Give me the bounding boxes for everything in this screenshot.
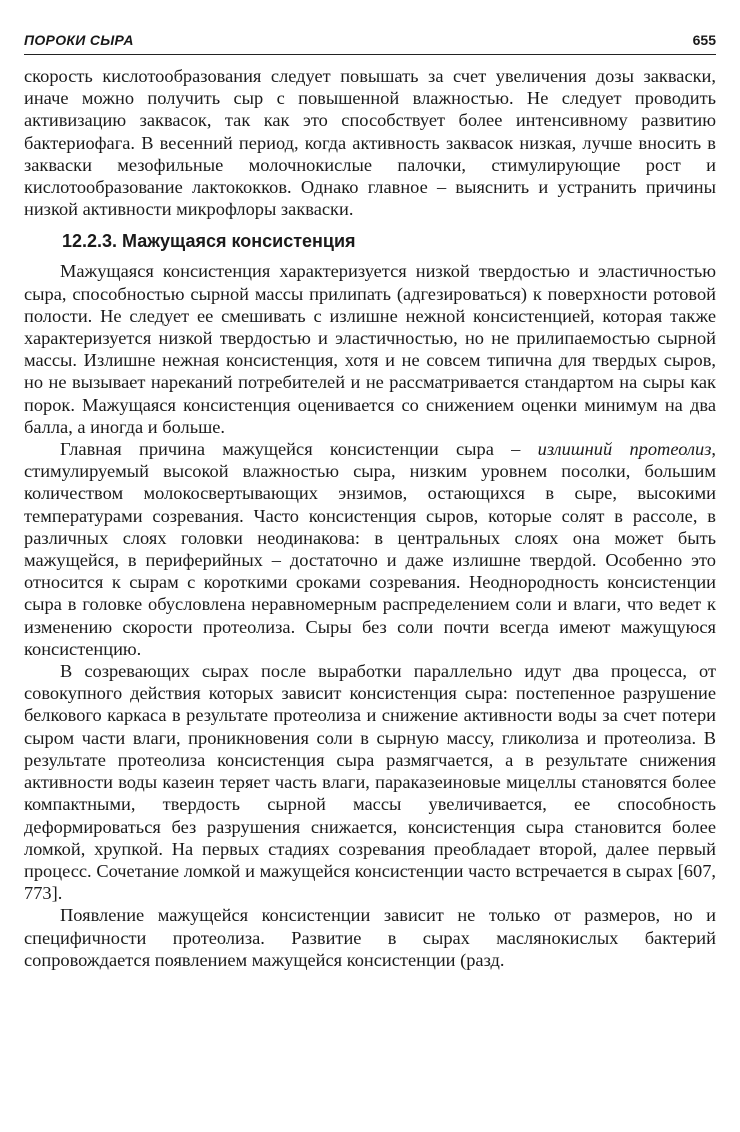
body-text — [24, 65, 716, 971]
paragraph-2 — [24, 438, 716, 660]
paragraph-2-lead: Главная причина мажущейся консистенции сыра – — [60, 439, 538, 460]
paragraph-1: Мажущаяся консистенция характеризуется низкой твердостью и эластичностью сыра, способностью сырной массы прилипать (адгезироваться) к поверхности ротовой полости. Не следует ее смешивать с излишне нежной консистенцией, которая также характеризуется низкой твердостью и эластичностью, но не прилипаемостью сырной массы. Излишне нежная консистенция, хотя и не совсем типична для твердых сыров, но не вызывает нареканий потребителей и не рассматривается стандартом на сыры как порок. Мажущаяся консистенция оценивается со снижением оценки минимум на два балла, а иногда и больше. — [24, 261, 716, 437]
running-title: ПОРОКИ СЫРА — [24, 32, 134, 48]
paragraph-4: Появление мажущейся консистенции зависит не только от размеров, но и специфичности протеолиза. Развитие в сырах маслянокислых бактерий сопровождается появлением мажущейся консистенции (разд. — [24, 905, 716, 970]
paragraph-2-emphasis: излишний протеолиз — [537, 439, 712, 460]
section-heading: 12.2.3. Мажущаяся консистенция — [62, 231, 356, 252]
paragraph-2-rest: , стимулируемый высокой влажностью сыра, низким уровнем посолки, большим количеством молокосвертывающих энзимов, остающихся в сыре, высокими температурами созревания. Часто консистенция сыров, которые солят в рассоле, в различных слоях головки неодинакова: в центральных слоях она может быть мажущейся, в периферийных – достаточно и даже излишне твердой. Особенно это относится к сырам с короткими сроками созревания. Неоднородность консистенции сыра в головке обусловлена неравномерным распределением соли и влаги, что ведет к изменению скорости протеолиза. Сыры без соли почти всегда имеют мажущуюся консистенцию. — [24, 439, 716, 659]
page-number: 655 — [692, 32, 716, 48]
book-page — [24, 32, 716, 971]
running-header — [24, 32, 716, 55]
paragraph-continuation: скорость кислотообразования следует повышать за счет увеличения дозы закваски, иначе можно получить сыр с повышенной влажностью. Не следует проводить активизацию заквасок, так как это способствует более интенсивному развитию бактериофага. В весенний период, когда активность заквасок низкая, лучше вносить в закваски мезофильные молочнокислые палочки, стимулирующие рост и кислотообразование лактококков. Однако главное – выяснить и устранить причины низкой активности микрофлоры закваски. — [24, 66, 716, 220]
paragraph-3: В созревающих сырах после выработки параллельно идут два процесса, от совокупного действия которых зависит консистенция сыра: постепенное разрушение белкового каркаса в результате протеолиза и снижение активности воды за счет потери сыром части влаги, проникновения соли в сырную массу, гликолиза и протеолиза. В результате протеолиза консистенция сыра размягчается, а в результате снижения активности воды казеин теряет часть влаги, параказеиновые мицеллы становятся более компактными, твердость сырной массы увеличивается, ее способность деформироваться без разрушения снижается, консистенция сыра становится более ломкой, хрупкой. На первых стадиях созревания преобладает второй, далее первый процесс. Сочетание ломкой и мажущейся консистенции часто встречается в сырах [607, 773]. — [24, 661, 716, 904]
